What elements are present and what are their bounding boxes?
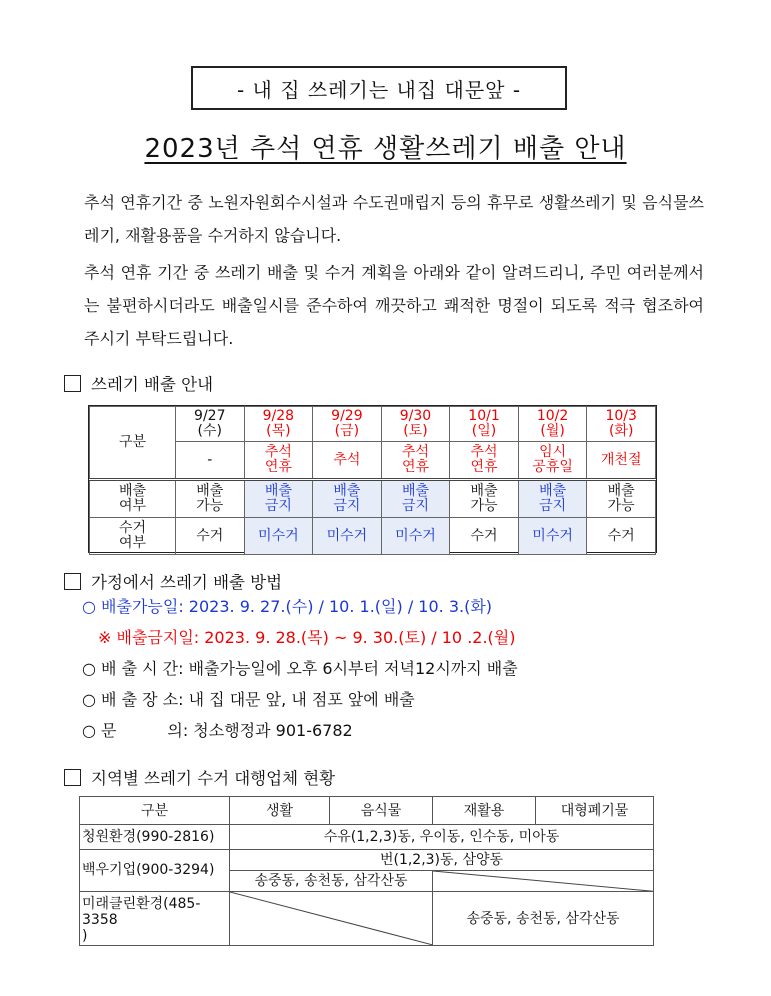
- section-method-label: 가정에서 쓰레기 배출 방법: [91, 573, 283, 592]
- section-method-heading: [64, 569, 282, 593]
- collection-cell: 미수거: [244, 518, 313, 555]
- collection-cell: 수거: [176, 518, 245, 555]
- company-name-cell: 백우기업(900-3294): [80, 849, 230, 892]
- disposal-cell: 배출 금지: [313, 480, 382, 518]
- disposal-row-label: 배출 여부: [90, 480, 176, 518]
- slogan-banner: - 내 집 쓰레기는 내집 대문앞 -: [191, 66, 567, 110]
- disposal-cell: 배출 가능: [450, 480, 519, 518]
- checkbox-icon: [64, 769, 81, 786]
- holiday-cell: 개천절: [587, 442, 656, 480]
- collection-cell: 미수거: [518, 518, 587, 555]
- disposal-cell: 배출 가능: [176, 480, 245, 518]
- date-cell: 9/30 (토): [381, 407, 450, 442]
- contractor-table: [79, 796, 654, 946]
- checkbox-icon: [64, 573, 81, 590]
- contractor-header-cell: 구분: [80, 797, 230, 825]
- date-cell: 10/3 (화): [587, 407, 656, 442]
- service-area-cell: 번(1,2,3)동, 삼양동: [230, 849, 654, 870]
- section-contractors-heading: [64, 765, 335, 789]
- company-name-cell: 청원환경(990-2816): [80, 825, 230, 849]
- intro-paragraph-1: 추석 연휴기간 중 노원자원회수시설과 수도권매립지 등의 휴무로 생활쓰레기 및 음식물쓰레기, 재활용품을 수거하지 않습니다.: [84, 193, 704, 245]
- company-name-cell: 미래클린환경(485-3358 ): [80, 892, 230, 946]
- date-cell: 9/28 (목): [244, 407, 313, 442]
- collection-cell: 미수거: [313, 518, 382, 555]
- date-cell: 9/27 (수): [176, 407, 245, 442]
- disposal-cell: 배출 금지: [518, 480, 587, 518]
- contractor-header-cell: 재활용: [433, 797, 536, 825]
- collection-cell: 수거: [587, 518, 656, 555]
- allowed-dates-line: ○ 배출가능일: 2023. 9. 27.(수) / 10. 1.(일) / 10. 3.(화): [82, 597, 493, 616]
- disposal-cell: 배출 금지: [381, 480, 450, 518]
- holiday-cell: 임시 공휴일: [518, 442, 587, 480]
- disposal-place-line: ○ 배 출 장 소: 내 집 대문 앞, 내 점포 앞에 배출: [82, 690, 415, 709]
- disposal-cell: 배출 금지: [244, 480, 313, 518]
- service-area-cell: 송중동, 송천동, 삼각산동: [433, 892, 654, 946]
- intro-paragraph-2: 추석 연휴 기간 중 쓰레기 배출 및 수거 계획을 아래와 같이 알려드리니, 주민 여러분께서는 불편하시더라도 배출일시를 준수하여 깨끗하고 쾌적한 명절이 되도록 적극 협조하여 주시기 부탁드립니다.: [84, 263, 704, 348]
- checkbox-icon: [64, 375, 81, 392]
- holiday-cell: -: [176, 442, 245, 480]
- collection-cell: 미수거: [381, 518, 450, 555]
- page-title: 2023년 추석 연휴 생활쓰레기 배출 안내: [144, 134, 627, 164]
- section-schedule-label: 쓰레기 배출 안내: [91, 375, 214, 394]
- date-cell: 10/1 (일): [450, 407, 519, 442]
- collection-cell: 수거: [450, 518, 519, 555]
- holiday-cell: 추석: [313, 442, 382, 480]
- holiday-cell: 추석 연휴: [244, 442, 313, 480]
- holiday-cell: 추석 연휴: [381, 442, 450, 480]
- disposal-time-line: ○ 배 출 시 간: 배출가능일에 오후 6시부터 저녁12시까지 배출: [82, 659, 518, 678]
- banned-dates-line: ※ 배출금지일: 2023. 9. 28.(목) ~ 9. 30.(토) / 10 .2.(월): [98, 628, 516, 647]
- contact-line: ○ 문 의: 청소행정과 901-6782: [82, 721, 353, 740]
- service-area-cell: 수유(1,2,3)동, 우이동, 인수동, 미아동: [230, 825, 654, 849]
- section-schedule-heading: [64, 371, 213, 395]
- schedule-table: [88, 405, 657, 553]
- section-contractors-label: 지역별 쓰레기 수거 대행업체 현황: [91, 769, 336, 788]
- contractor-header-cell: 생활: [230, 797, 330, 825]
- service-area-cell: 송중동, 송천동, 삼각산동: [230, 870, 433, 891]
- disposal-cell: 배출 가능: [587, 480, 656, 518]
- holiday-cell: 추석 연휴: [450, 442, 519, 480]
- schedule-header-cell: 구분: [90, 407, 176, 480]
- contractor-header-cell: 음식물: [330, 797, 433, 825]
- empty-diagonal-cell: [230, 892, 433, 946]
- date-cell: 10/2 (월): [518, 407, 587, 442]
- collection-row-label: 수거 여부: [90, 518, 176, 555]
- date-cell: 9/29 (금): [313, 407, 382, 442]
- contractor-header-cell: 대형폐기물: [536, 797, 654, 825]
- empty-diagonal-cell: [433, 870, 654, 891]
